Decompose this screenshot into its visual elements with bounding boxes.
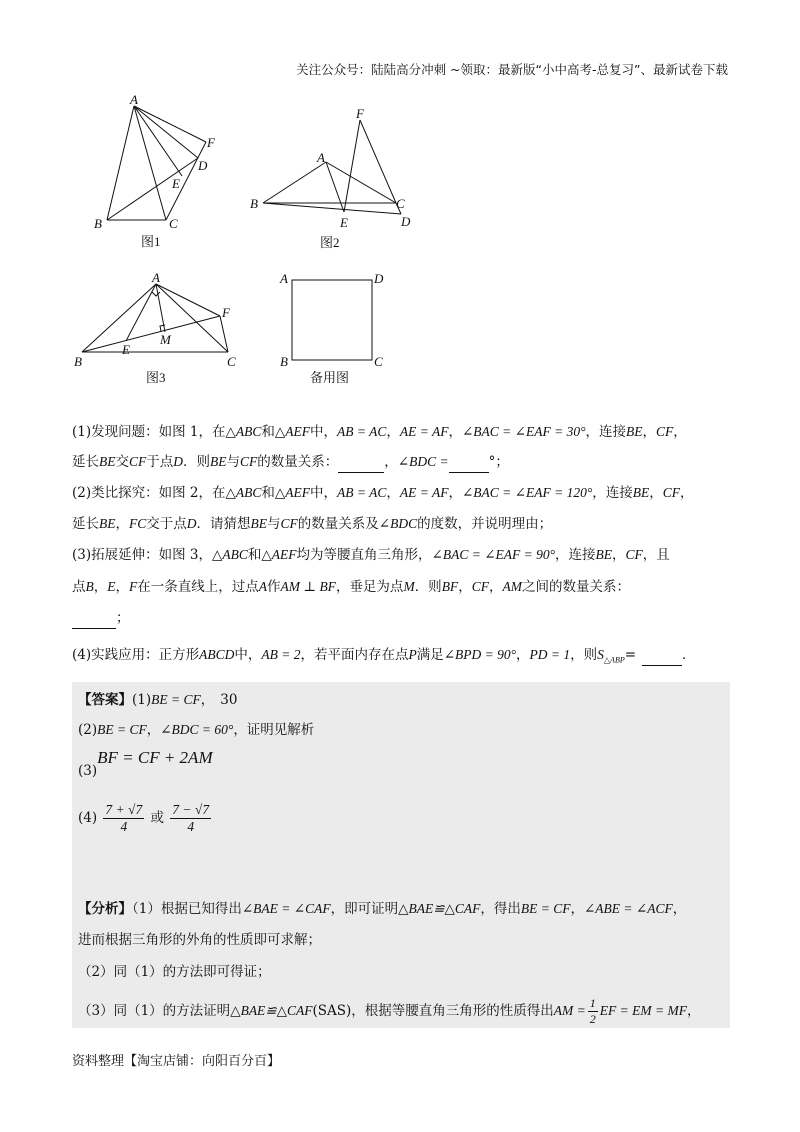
fig2-label-C: C — [396, 196, 405, 211]
fig2-label-A: A — [317, 150, 325, 165]
fig4-label-B: B — [280, 354, 288, 369]
answer-3: (3)BF = CF + 2AM — [78, 748, 213, 779]
answer-1: 【答案】(1)BE = CF， 30 — [78, 692, 238, 708]
question-1-line-1: (1)发现问题：如图 1，在△ABC和△AEF中，AB = AC，AE = AF，∠BAC = ∠EAF = 30°，连接BE，CF， — [72, 424, 687, 440]
fig1-label-C: C — [169, 216, 178, 231]
fig2-caption: 图2 — [320, 235, 340, 250]
analysis-1-cont: 进而根据三角形的外角的性质即可求解； — [78, 932, 321, 948]
fig2-label-B: B — [250, 196, 258, 211]
page-footer: 资料整理【淘宝店铺：向阳百分百】 — [72, 1054, 281, 1069]
figure-3 — [70, 270, 250, 390]
fig3-label-C: C — [227, 354, 236, 369]
fig3-label-B: B — [74, 354, 82, 369]
page-header: 关注公众号：陆陆高分冲刺 ~领取：最新版“小中高考-总复习”、最新试卷下载 — [296, 62, 728, 77]
answer-blank[interactable] — [338, 452, 384, 473]
question-3-line-1: (3)拓展延伸：如图 3，△ABC和△AEF均为等腰直角三角形，∠BAC = ∠EAF = 90°，连接BE，CF，且 — [72, 547, 670, 563]
fig1-label-D: D — [198, 158, 208, 173]
answer-blank[interactable] — [642, 645, 682, 666]
analysis-3: （3）同（1）的方法证明△BAE≌△CAF(SAS)，根据等腰直角三角形的性质得出AM = $\frac{1}{2}$ EF = EM = MF， — [78, 996, 701, 1026]
fig4-label-C: C — [374, 354, 383, 369]
fig3-label-F: F — [222, 305, 230, 320]
fig2-label-D: D — [401, 214, 411, 229]
fig3-label-A: A — [152, 270, 160, 285]
answer-blank[interactable] — [449, 452, 489, 473]
fig1-label-F: F — [207, 135, 215, 150]
fig1-label-A: A — [130, 92, 138, 107]
analysis-2: （2）同（1）的方法即可得证； — [78, 964, 271, 980]
question-1-line-2: 延长BE交CF于点D．则BE与CF的数量关系： ，∠BDC = °； — [72, 452, 732, 473]
answer-blank[interactable] — [72, 608, 116, 629]
fig1-label-E: E — [172, 176, 180, 191]
figure-1 — [88, 92, 228, 252]
fig3-label-E: E — [122, 342, 130, 357]
fig3-caption: 图3 — [146, 370, 166, 385]
question-4: (4)实践应用：正方形ABCD中，AB = 2，若平面内存在点P满足∠BPD = 90°，PD = 1，则$S_{\triangle ABP}=$ ． — [72, 647, 696, 665]
figure-4-spare — [274, 268, 394, 390]
fig3-label-M: M — [160, 332, 171, 347]
fig2-label-E: E — [340, 215, 348, 230]
analysis-1: 【分析】（1）根据已知得出∠BAE = ∠CAF，即可证明△BAE≌△CAF，得出BE = CF，∠ABE = ∠ACF， — [78, 901, 687, 917]
question-2-line-1: (2)类比探究：如图 2，在△ABC和△AEF中，AB = AC，AE = AF，∠BAC = ∠EAF = 120°，连接BE，CF， — [72, 485, 694, 501]
question-2-line-2: 延长BE，FC交于点D．请猜想BE与CF的数量关系及∠BDC的度数，并说明理由； — [72, 516, 553, 532]
answer-2: (2)BE = CF，∠BDC = 60°，证明见解析 — [78, 722, 315, 738]
question-3-line-2: 点B，E，F在一条直线上，过点A作AM ⊥ BF，垂足为点M．则BF，CF，AM之间的数量关系： — [72, 579, 630, 595]
question-3-line-3: ； — [72, 608, 732, 629]
fig1-label-B: B — [94, 216, 102, 231]
fig4-caption: 备用图 — [310, 370, 350, 385]
figure-2 — [246, 104, 426, 254]
fig1-caption: 图1 — [141, 234, 161, 249]
fig4-label-A: A — [280, 271, 288, 286]
fig2-label-F: F — [356, 106, 364, 121]
answer-4: (4) $\frac{7 + √7}{4}$ 或 $\frac{7 - √7}{4}$ — [78, 802, 210, 834]
fig4-label-D: D — [374, 271, 384, 286]
